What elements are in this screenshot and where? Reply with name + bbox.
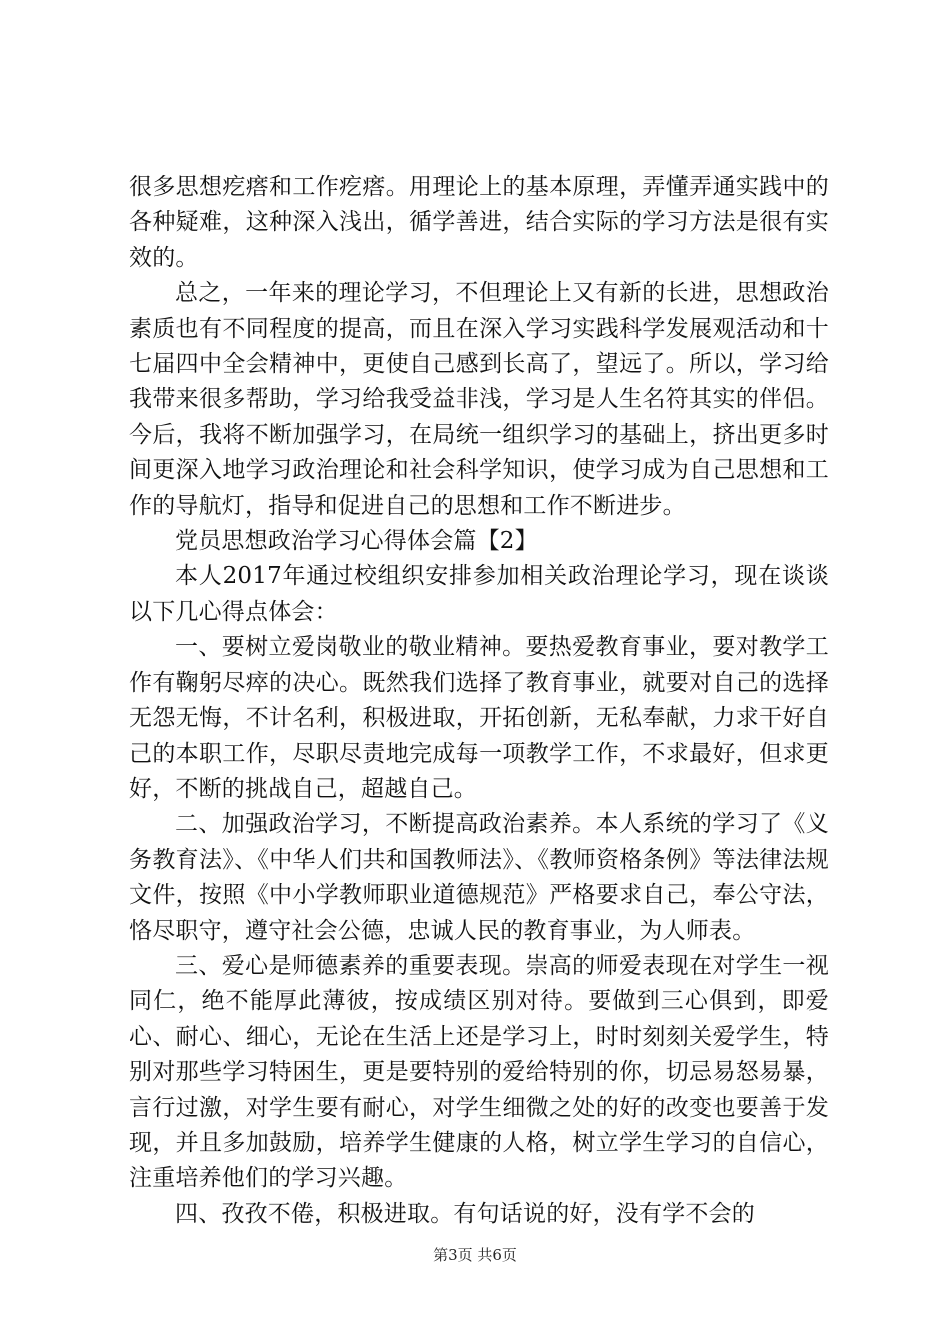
paragraph-point-2: 二、加强政治学习，不断提高政治素养。本人系统的学习了《义务教育法》、《中华人们共和国教师法》、《教师资格条例》等法律法规文件，按照《中小学教师职业道德规范》严格要求自己，奉公守法，恪尽职守，遵守社会公德，忠诚人民的教育事业，为人师表。 [129, 811, 829, 944]
paragraph-continuation: 很多思想疙瘩和工作疙瘩。用理论上的基本原理，弄懂弄通实践中的各种疑难，这种深入浅出，循学善进，结合实际的学习方法是很有实效的。 [129, 174, 829, 271]
paragraph-summary: 总之，一年来的理论学习，不但理论上又有新的长进，思想政治素质也有不同程度的提高，而且在深入学习实践科学发展观活动和十七届四中全会精神中，更使自己感到长高了，望远了。所以，学习给我带来很多帮助，学习给我受益非浅，学习是人生名符其实的伴侣。今后，我将不断加强学习，在局统一组织学习的基础上，挤出更多时间更深入地学习政治理论和社会科学知识，使学习成为自己思想和工作的导航灯，指导和促进自己的思想和工作不断进步。 [129, 280, 829, 519]
document-body [129, 170, 829, 1232]
paragraph-point-3: 三、爱心是师德素养的重要表现。崇高的师爱表现在对学生一视同仁，绝不能厚此薄彼，按成绩区别对待。要做到三心俱到，即爱心、耐心、细心，无论在生活上还是学习上，时时刻刻关爱学生，特别对那些学习特困生，更是要特别的爱给特别的你，切忌易怒易暴，言行过激，对学生要有耐心，对学生细微之处的好的改变也要善于发现，并且多加鼓励，培养学生健康的人格，树立学生学习的自信心，注重培养他们的学习兴趣。 [129, 952, 829, 1192]
paragraph-intro: 本人2017年通过校组织安排参加相关政治理论学习，现在谈谈以下几心得点体会： [129, 563, 829, 625]
paragraph-point-4: 四、孜孜不倦，积极进取。有句话说的好，没有学不会的 [175, 1200, 755, 1227]
paragraph-point-1: 一、要树立爱岗敬业的敬业精神。要热爱教育事业，要对教学工作有鞠躬尽瘁的决心。既然我们选择了教育事业，就要对自己的选择无怨无悔，不计名利，积极进取，开拓创新，无私奉献，力求干好自己的本职工作，尽职尽责地完成每一项教学工作，不求最好，但求更好，不断的挑战自己，超越自己。 [129, 634, 829, 802]
page-number-footer: 第3页 共6页 [433, 1246, 517, 1264]
section-heading: 党员思想政治学习心得体会篇【2】 [175, 528, 538, 555]
